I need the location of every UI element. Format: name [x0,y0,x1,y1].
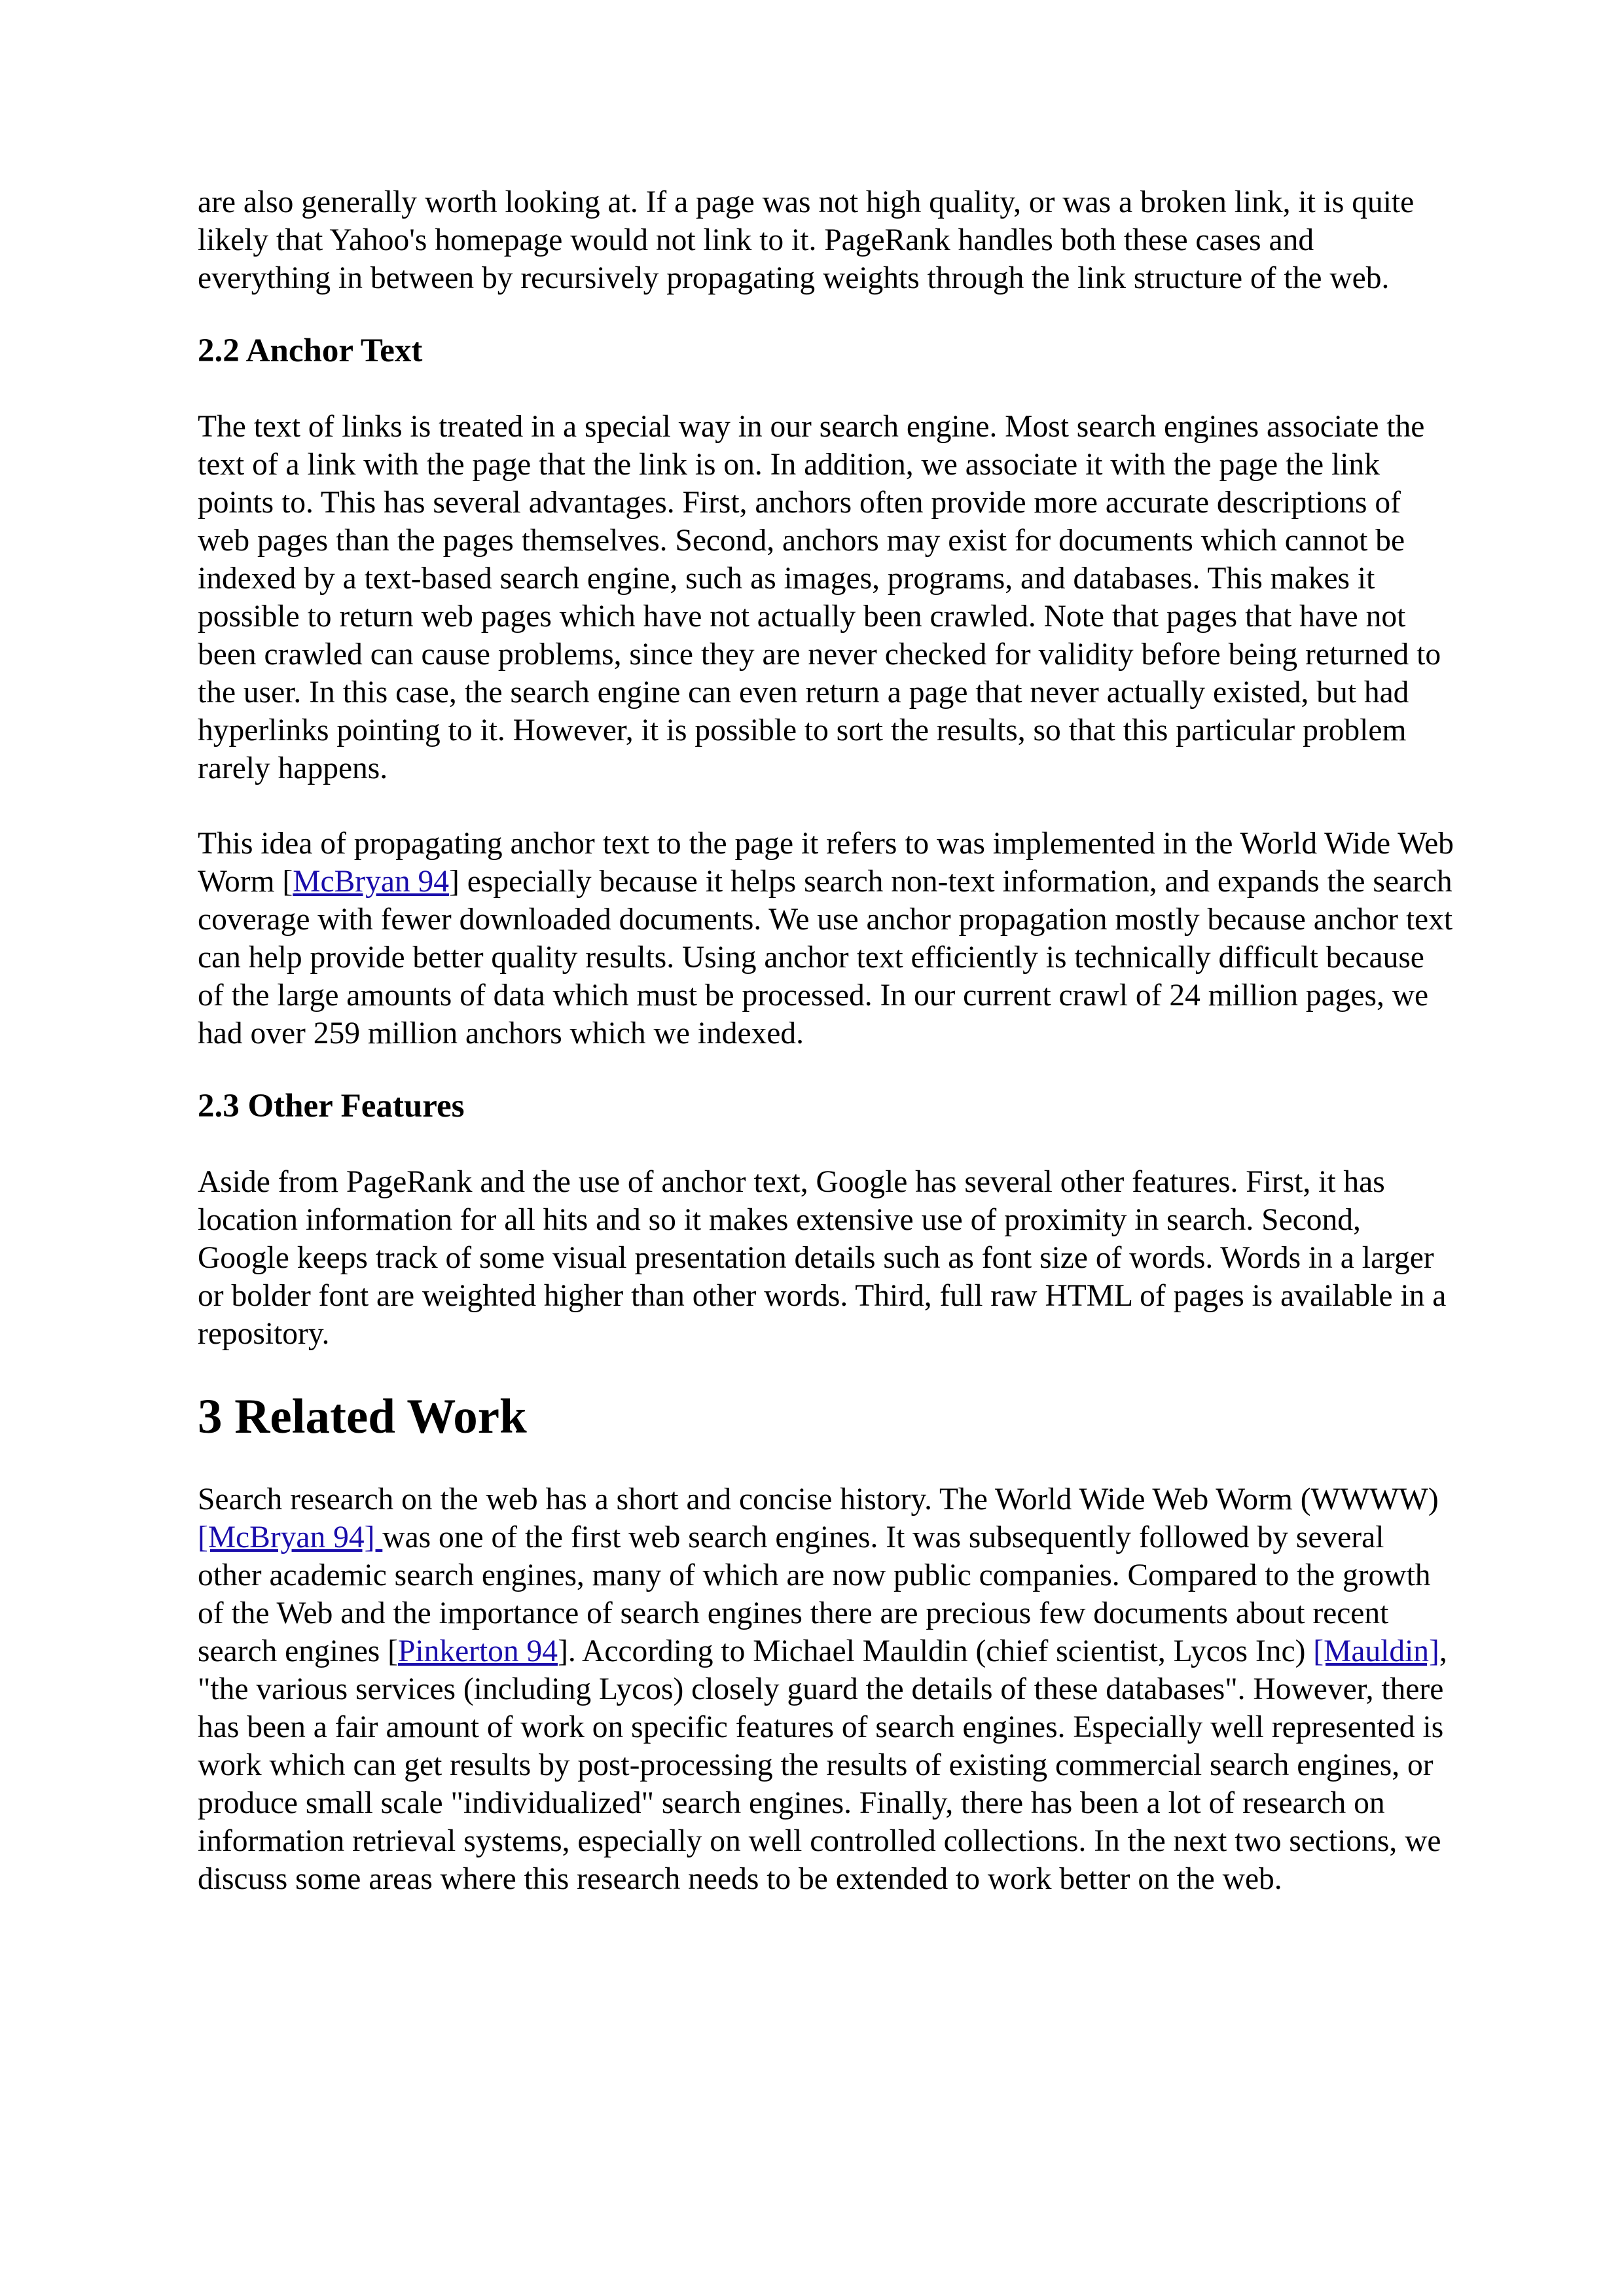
section-heading-other-features: 2.3 Other Features [198,1088,465,1124]
paragraph-text: was one of the first web search engines. It was subsequently followed by several other academic search engines, many of which are now public companies. Compared to the growth of the Web and the importance of search engines there are precious few documents about recent search engines [ [198,1520,1431,1668]
related-work-paragraph [198,1480,1454,1898]
paragraph-text: ]. According to Michael Mauldin (chief scientist, Lycos Inc) [558,1634,1314,1668]
citation-link-pinkerton-94[interactable]: Pinkerton 94 [397,1634,558,1668]
anchor-text-paragraph-1: The text of links is treated in a special way in our search engine. Most search engines associate the text of a link with the page that the link is on. In addition, we associate it with the page the link points to. This has several advantages. First, anchors often provide more accurate descriptions of web pages than the pages themselves. Second, anchors may exist for documents which cannot be indexed by a text-based search engine, such as images, programs, and databases. This makes it possible to return web pages which have not actually been crawled. Note that pages that have not been crawled can cause problems, since they are never checked for validity before being returned to the user. In this case, the search engine can even return a page that never actually existed, but had hyperlinks pointing to it. However, it is possible to sort the results, so that this particular problem rarely happens. [198,410,1441,785]
document-page [198,183,1454,1898]
citation-link-mcbryan-94[interactable]: McBryan 94 [293,865,450,899]
anchor-text-paragraph-2 [198,825,1454,1052]
section-heading-related-work: 3 Related Work [198,1390,527,1444]
paragraph-text: This idea of propagating anchor text to the page it refers to was implemented in the World Wide Web Worm [ [198,827,1454,899]
paragraph-text: , "the various services (including Lycos) closely guard the details of these databases". However, there has been a fair amount of work on specific features of search engines. Especially well represented is work which can get results by post-processing the results of existing commercial search engines, or produce small scale "individualized" search engines. Finally, there has been a lot of research on information retrieval systems, especially on well controlled collections. In the next two sections, we discuss some areas where this research needs to be extended to work better on the web. [198,1634,1447,1896]
other-features-paragraph: Aside from PageRank and the use of anchor text, Google has several other features. First, it has location information for all hits and so it makes extensive use of proximity in search. Second, Google keeps track of some visual presentation details such as font size of words. Words in a larger or bolder font are weighted higher than other words. Third, full raw HTML of pages is available in a repository. [198,1165,1447,1351]
citation-link-mcbryan-94-related[interactable]: [McBryan 94] [198,1520,383,1554]
section-heading-anchor-text: 2.2 Anchor Text [198,332,423,369]
citation-link-mauldin[interactable]: [Mauldin] [1313,1634,1439,1668]
paragraph-text: Search research on the web has a short and concise history. The World Wide Web Worm (WWWW) [198,1482,1439,1516]
intro-paragraph: are also generally worth looking at. If a page was not high quality, or was a broken link, it is quite likely that Yahoo's homepage would not link to it. PageRank handles both these cases and everything in between by recursively propagating weights through the link structure of the web. [198,185,1415,295]
paragraph-text: ] especially because it helps search non-text information, and expands the search coverage with fewer downloaded documents. We use anchor propagation mostly because anchor text can help provide better quality results. Using anchor text efficiently is technically difficult because of the large amounts of data which must be processed. In our current crawl of 24 million pages, we had over 259 million anchors which we indexed. [198,865,1453,1050]
